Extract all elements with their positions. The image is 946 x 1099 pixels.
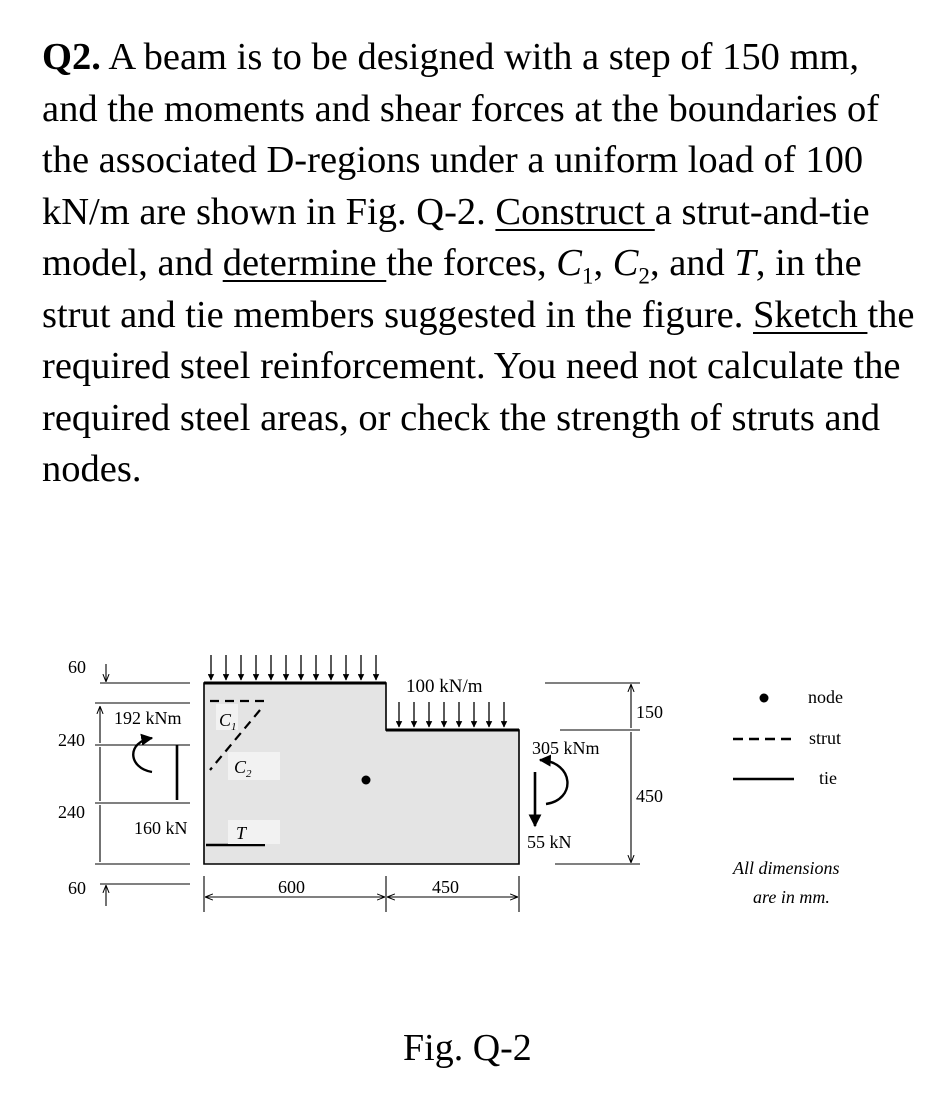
dim-step: 150 [636, 702, 663, 722]
t-label: T [236, 823, 247, 843]
left-shear-label: 160 kN [134, 818, 188, 838]
legend-tie-label: tie [819, 768, 837, 788]
question-text-1: A beam is to be designed with a step of 150 mm, and the moments and shear forces at the boundaries of the associated D-regions under a uniform load of 100 kN/m are shown in Fig. Q-2. [42, 36, 880, 233]
c2-symbol: C [612, 242, 639, 284]
left-moment-label: 192 kNm [114, 708, 182, 728]
question-text-2: a strut-and-tie model, and [42, 190, 870, 284]
dim-top-cover: 60 [68, 657, 86, 677]
uniform-load-arrows-left [211, 655, 376, 680]
left-moment-arrow [133, 738, 152, 772]
determine-word: determine [222, 242, 387, 284]
c1-label: $C_1$ [219, 710, 237, 733]
c1-subscript: 1 [581, 262, 594, 289]
load-label: 100 kN/m [406, 676, 483, 697]
dim-right-span: 450 [432, 877, 459, 897]
dim-upper: 240 [58, 730, 85, 750]
legend-node-dot [760, 694, 769, 703]
legend-node-label: node [808, 687, 843, 707]
c1-symbol: C [556, 242, 582, 284]
question-text-3: the forces, [386, 242, 557, 284]
question-text-4: , in the strut and tie members suggested in the figure. [42, 242, 862, 336]
dim-bottom-cover: 60 [68, 878, 86, 898]
bottom-dimension-lines [204, 876, 519, 912]
dim-left-span: 600 [278, 877, 305, 897]
t-symbol: T [734, 242, 756, 284]
figure-caption: Fig. Q-2 [403, 1027, 532, 1069]
node-dot [362, 776, 371, 785]
separator-1: , [593, 242, 613, 284]
right-moment-arrow [540, 760, 567, 804]
separator-2: , and [649, 242, 735, 284]
c2-subscript: 2 [638, 262, 650, 289]
dimension-note-line2: are in mm. [753, 887, 830, 907]
dimension-note-line1: All dimensions [733, 858, 840, 878]
right-shear-label: 55 kN [527, 832, 572, 852]
dim-lower: 240 [58, 802, 85, 822]
c2-label: $C_2$ [234, 757, 252, 780]
right-moment-label: 305 kNm [532, 738, 600, 758]
legend-strut-label: strut [809, 728, 842, 748]
construct-word: Construct [495, 190, 655, 233]
sketch-word: Sketch [753, 293, 868, 336]
uniform-load-arrows-right [399, 702, 504, 727]
question-text-5: the required steel reinforcement. You need not calculate the required steel areas, or check the strength of struts and nodes. [42, 293, 915, 490]
question-number: Q2. [42, 36, 101, 78]
dim-depth: 450 [636, 786, 663, 806]
